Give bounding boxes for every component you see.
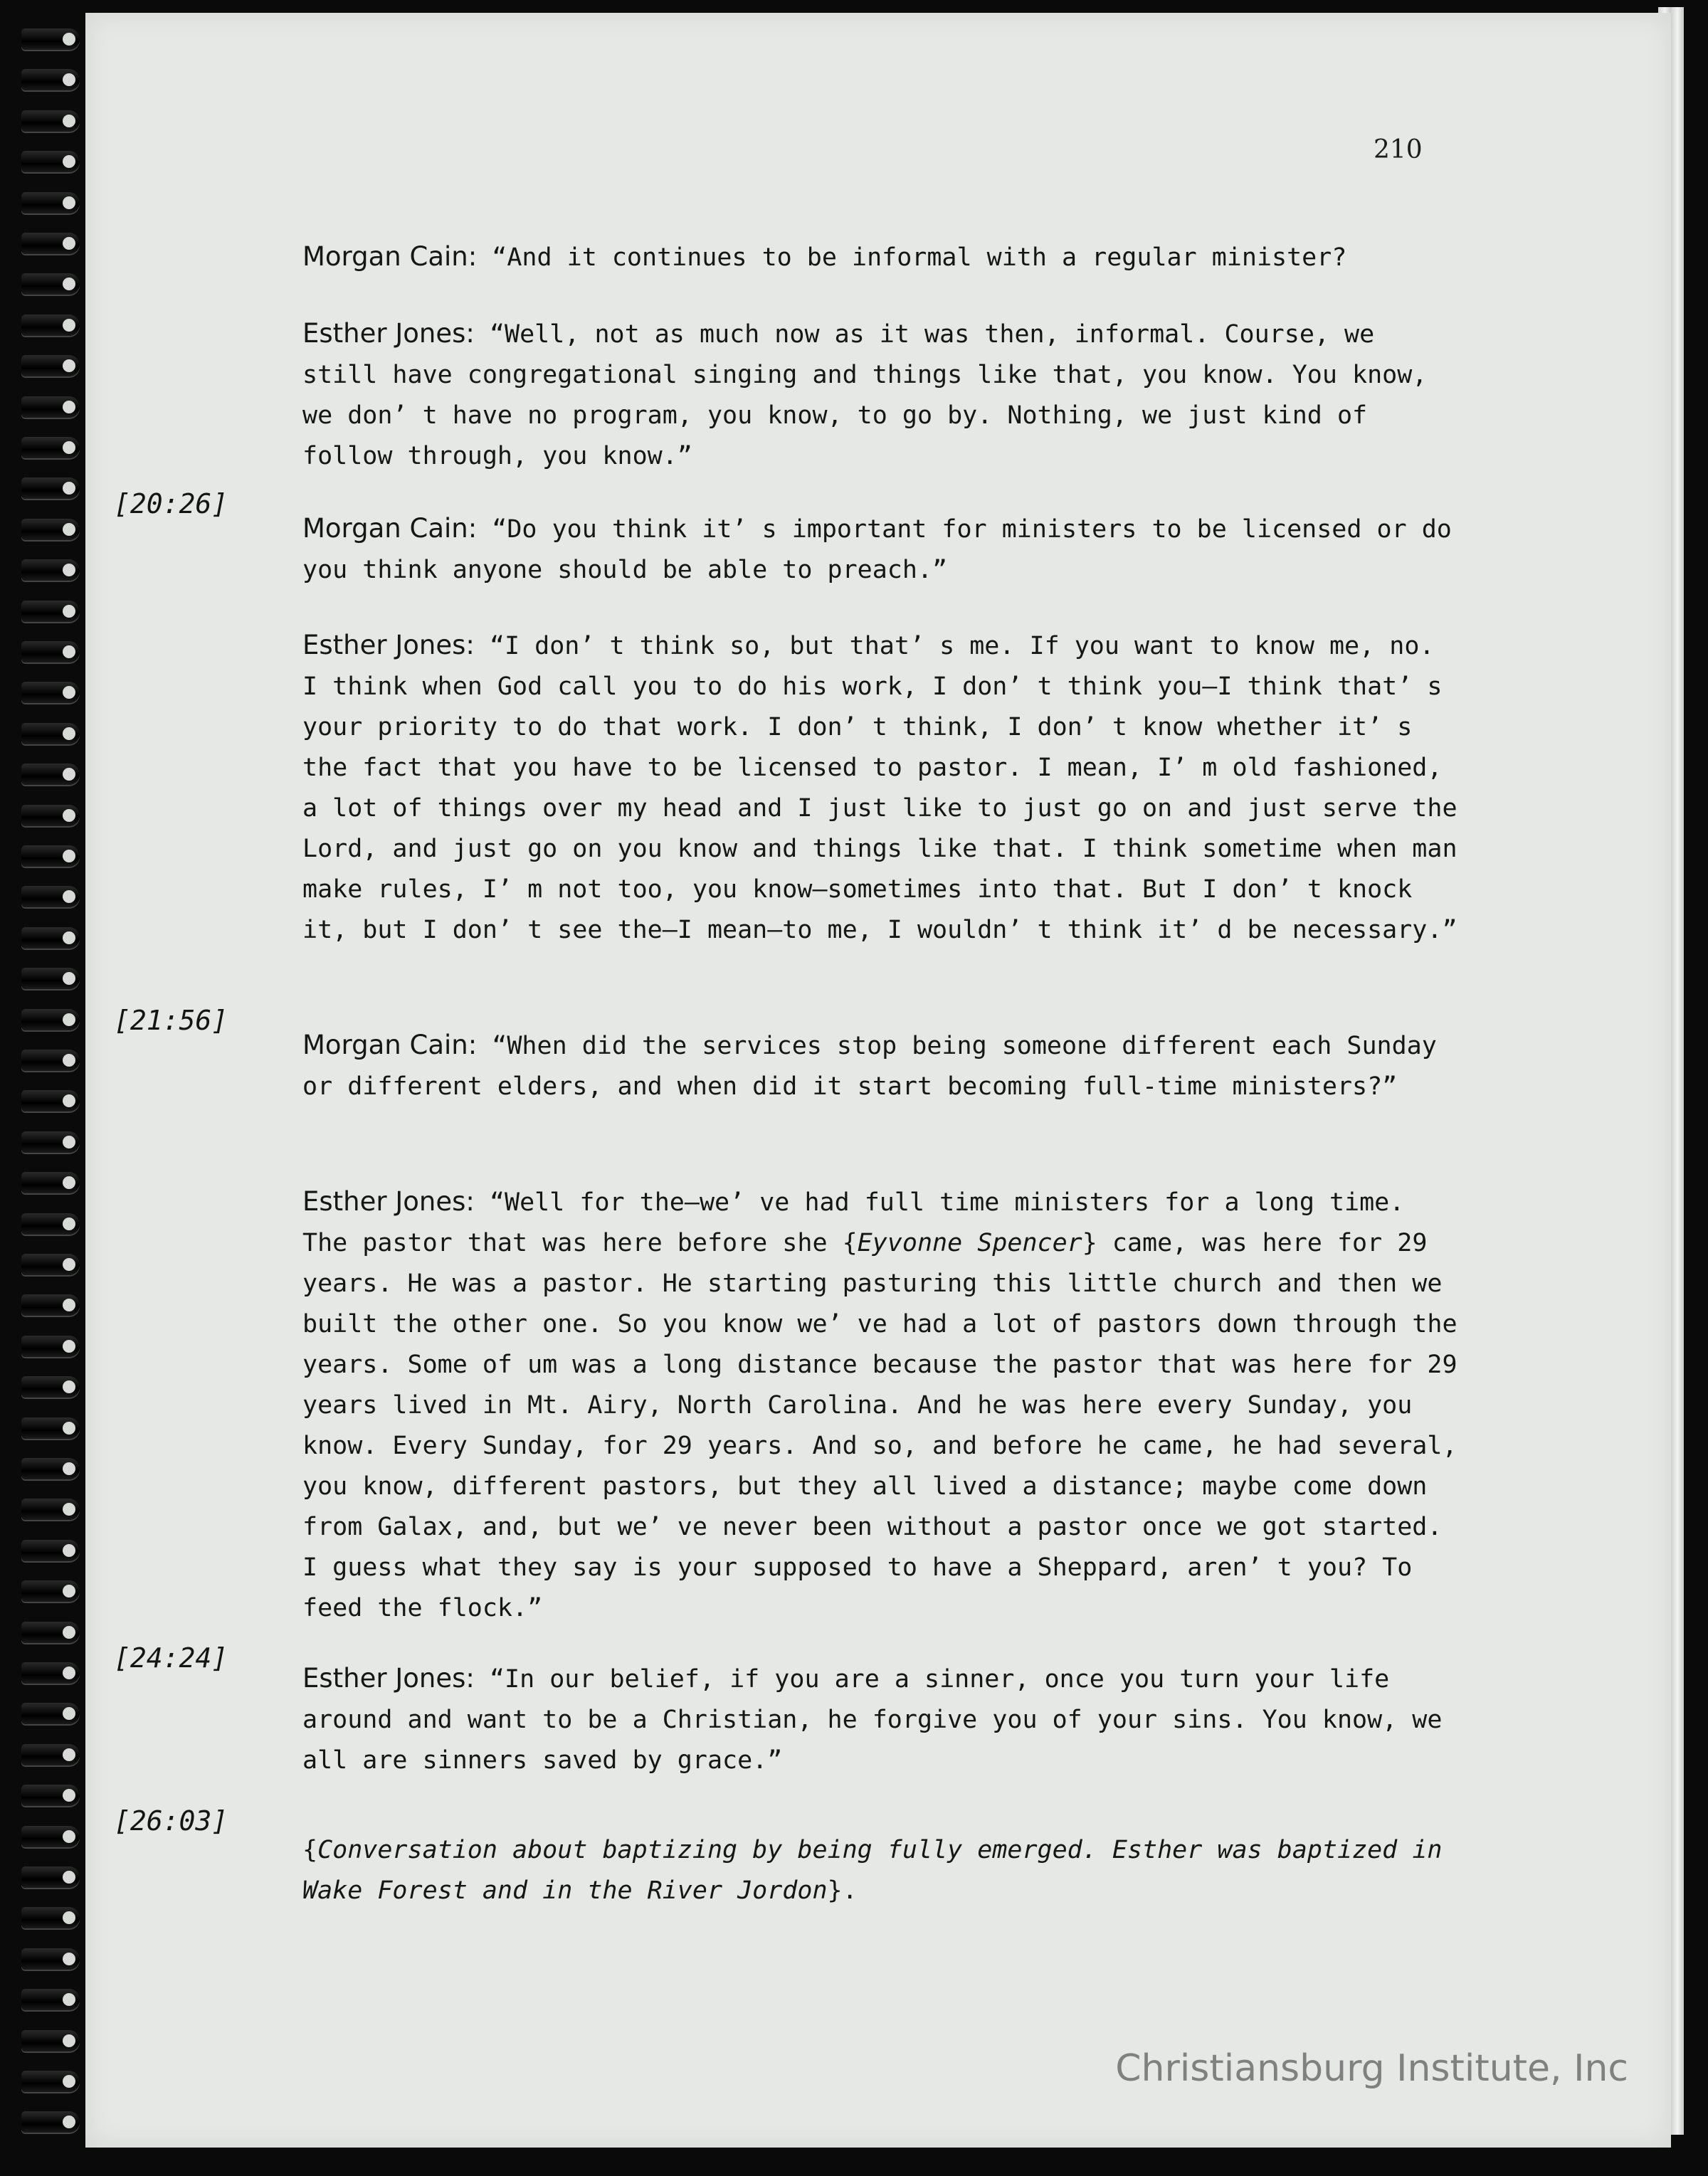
- speaker-name: Esther Jones:: [302, 1186, 475, 1217]
- transcript-entry: [302, 625, 1462, 951]
- note-text: Conversation about baptizing by being fully emerged. Esther was baptized in Wake Forest and in the River Jordon: [302, 1836, 1443, 1905]
- binding-coil: [21, 1662, 80, 1684]
- speech-text: “Do you think it’ s important for ministers to be licensed or do you think anyone should be able to preach.”: [302, 515, 1452, 584]
- binding-coil: [21, 805, 80, 826]
- speech-text: “In our belief, if you are a sinner, once you turn your life around and want to be a Christian, he forgive you of your sins. You know, we all are sinners saved by grace.”: [302, 1665, 1443, 1775]
- speaker-name: Esther Jones:: [302, 630, 475, 660]
- speech-text: “And it continues to be informal with a regular minister?: [492, 243, 1347, 272]
- binding-coil: [21, 723, 80, 744]
- watermark: Christiansburg Institute, Inc: [1115, 2047, 1628, 2090]
- binding-coil: [21, 1050, 80, 1071]
- binding-coil: [21, 315, 80, 336]
- binding-coil: [21, 2030, 80, 2051]
- binding-coil: [21, 968, 80, 989]
- binding-coil: [21, 519, 80, 540]
- binding-coil: [21, 1866, 80, 1888]
- binding-coil: [21, 1417, 80, 1439]
- binding-coil: [21, 1826, 80, 1847]
- binding-coil: [21, 355, 80, 376]
- speech-text: “Well for the—we’ ve had full time ministers for a long time. The pastor that was here before she {: [302, 1188, 1405, 1257]
- binding-coil: [21, 396, 80, 418]
- binding-coil: [21, 682, 80, 703]
- speech-text: “When did the services stop being someone different each Sunday or different elders, and when did it start becoming full-time ministers?”: [302, 1032, 1437, 1101]
- binding-coil: [21, 601, 80, 622]
- spiral-binding: [21, 28, 93, 2156]
- timestamp: [21:56]: [114, 1005, 228, 1036]
- binding-coil: [21, 764, 80, 785]
- binding-coil: [21, 110, 80, 132]
- transcript-entry: [302, 236, 1462, 278]
- binding-coil: [21, 1580, 80, 1602]
- timestamp: [20:26]: [114, 488, 228, 519]
- binding-coil: [21, 437, 80, 458]
- speech-text-italic: Eyvonne Spencer: [857, 1229, 1082, 1257]
- binding-coil: [21, 2071, 80, 2092]
- speech-text: } came, was here for 29 years. He was a pastor. He starting pasturing this little church and then we built the other one. So you know we’ ve had a lot of pastors down through the years. Some of um was a long distance because the pastor that was here for 29 years lived in Mt. Airy, North Carolina. And he was here every Sunday, you know. Every Sunday, for 29 years. And so, and before he came, he had several, you know, different pastors, but they all lived a distance; maybe come down from Galax, and, but we’ ve never been without a pastor once we got started. I guess what they say is your supposed to have a Sheppard, aren’ t you? To feed the flock.”: [302, 1229, 1457, 1622]
- page-number: 210: [1374, 135, 1423, 164]
- binding-coil: [21, 1294, 80, 1316]
- binding-coil: [21, 1948, 80, 1970]
- timestamp: [26:03]: [114, 1805, 228, 1837]
- binding-coil: [21, 1254, 80, 1275]
- transcript-entry: [302, 1025, 1462, 1107]
- transcript-entry: [302, 313, 1462, 477]
- binding-coil: [21, 1785, 80, 1806]
- speaker-name: Esther Jones:: [302, 1663, 475, 1694]
- binding-coil: [21, 1989, 80, 2010]
- binding-coil: [21, 1622, 80, 1643]
- speaker-name: Morgan Cain:: [302, 241, 478, 272]
- binding-coil: [21, 69, 80, 90]
- speaker-name: Esther Jones:: [302, 318, 475, 349]
- binding-coil: [21, 559, 80, 581]
- binding-coil: [21, 927, 80, 949]
- binding-coil: [21, 845, 80, 867]
- binding-coil: [21, 886, 80, 907]
- transcript-entry: [302, 508, 1462, 591]
- speaker-name: Morgan Cain:: [302, 1030, 478, 1060]
- binding-coil: [21, 1907, 80, 1928]
- speech-text: “Well, not as much now as it was then, informal. Course, we still have congregational singing and things like that, you know. You know, we don’ t have no program, you know, to go by. Nothing, we just kind of follow through, you know.”: [302, 320, 1428, 470]
- binding-coil: [21, 28, 80, 50]
- binding-coil: [21, 192, 80, 213]
- binding-coil: [21, 1131, 80, 1153]
- page-stack-edge: [1671, 7, 1684, 2135]
- binding-coil: [21, 1213, 80, 1235]
- binding-coil: [21, 151, 80, 172]
- binding-coil: [21, 1336, 80, 1357]
- binding-coil: [21, 1172, 80, 1193]
- binding-coil: [21, 641, 80, 662]
- binding-coil: [21, 273, 80, 295]
- timestamp: [24:24]: [114, 1642, 228, 1674]
- speech-text: “I don’ t think so, but that’ s me. If you want to know me, no. I think when God call you to do his work, I don’ t think you—I think that’ s your priority to do that work. I don’ t think, I don’ t know whether it’ s the fact that you have to be licensed to pastor. I mean, I’ m old fashioned, a lot of things over my head and I just like to just go on and just serve the Lord, and just go on you know and things like that. I think sometime when man make rules, I’ m not too, you know—sometimes into that. But I don’ t knock it, but I don’ t see the—I mean—to me, I wouldn’ t think it’ d be necessary.”: [302, 632, 1457, 944]
- binding-coil: [21, 1703, 80, 1724]
- binding-coil: [21, 233, 80, 254]
- binding-coil: [21, 477, 80, 499]
- note-brace: }.: [827, 1876, 858, 1905]
- binding-coil: [21, 1458, 80, 1479]
- binding-coil: [21, 2111, 80, 2133]
- binding-coil: [21, 1376, 80, 1398]
- speaker-name: Morgan Cain:: [302, 513, 478, 544]
- binding-coil: [21, 1499, 80, 1520]
- binding-coil: [21, 1744, 80, 1765]
- editorial-note: [302, 1830, 1462, 1911]
- transcript-entry: [302, 1181, 1462, 1629]
- transcript-entry: [302, 1658, 1462, 1781]
- binding-coil: [21, 1540, 80, 1561]
- binding-coil: [21, 1090, 80, 1111]
- note-brace: {: [302, 1836, 318, 1864]
- binding-coil: [21, 1009, 80, 1030]
